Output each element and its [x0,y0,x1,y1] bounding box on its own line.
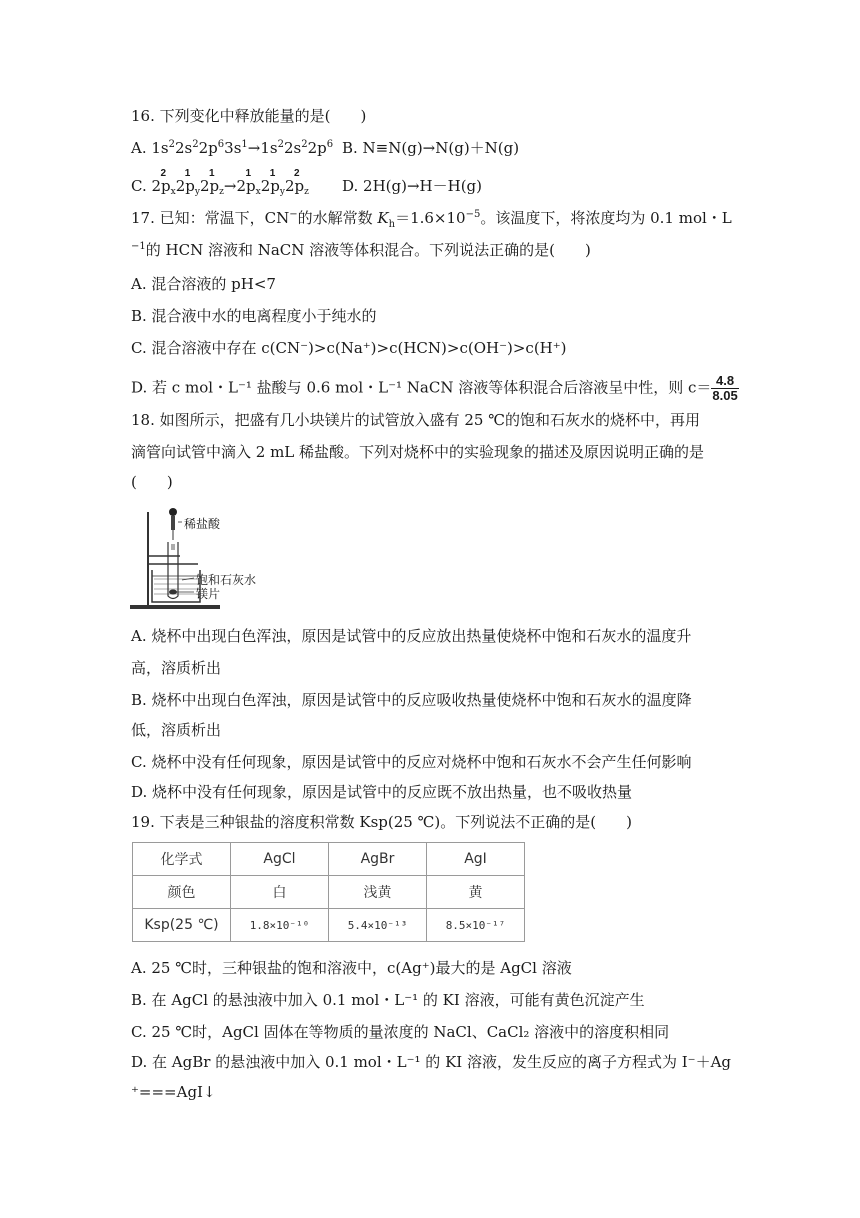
table-cell: 1.8×10⁻¹⁰ [231,909,329,942]
q17-stem-part: 的水解常数 [297,209,378,227]
q16-option-c: C. 2p 2 $_x$2p 1 $_y$2p 1 $_z$→2p 1 $_x$2p 1 $_y$2p 2 $_z$ [131,168,309,197]
table-cell: 颜色 [133,876,231,909]
q19-option-a: A. 25 ℃时，三种银盐的饱和溶液中，c(Ag⁺)最大的是 AgCl 溶液 [131,959,572,977]
q19-option-c: C. 25 ℃时，AgCl 固体在等物质的量浓度的 NaCl、CaCl₂ 溶液中的溶度积相同 [131,1023,670,1041]
q18-option-b-line1: B. 烧杯中出现白色浑浊，原因是试管中的反应吸收热量使烧杯中饱和石灰水的温度降 [131,691,692,709]
q16-option-a-label: A. [131,139,152,157]
table-cell: 白 [231,876,329,909]
table-cell: AgCl [231,843,329,876]
q17-option-d [131,374,739,403]
q17-option-d-text: D. 若 c mol・L⁻¹ 盐酸与 0.6 mol・L⁻¹ NaCN 溶液等体积混合后溶液呈中性，则 c＝ [131,378,712,397]
q17-option-c: C. 混合溶液中存在 c(CN⁻)>c(Na⁺)>c(HCN)>c(OH⁻)>c(H⁺) [131,339,567,357]
table-cell: AgI [427,843,525,876]
q19-option-d-line1: D. 在 AgBr 的悬浊液中加入 0.1 mol・L⁻¹ 的 KI 溶液，发生反应的离子方程式为 I⁻＋Ag [131,1053,732,1071]
q17-stem-line1: 17. 已知：常温下，CN−的水解常数 $K_h=1.6\times 10^{-5}$。该温度下，将浓度均为 0.1 mol・L [131,209,732,230]
q18-stem-line1: 18. 如图所示，把盛有几小块镁片的试管放入盛有 25 ℃的饱和石灰水的烧杯中，再用 [131,411,701,429]
table-row [133,843,525,876]
q18-option-b-line2: 低，溶质析出 [131,721,222,739]
fig-label-lime: 饱和石灰水 [196,573,257,587]
fraction-denominator: 8.05 [712,388,738,403]
q18-stem-line3: ( ) [131,473,173,491]
table-cell: 化学式 [133,843,231,876]
fraction [711,374,738,403]
table-cell: 8.5×10⁻¹⁷ [427,909,525,942]
table-cell: 黄 [427,876,525,909]
table-cell: 5.4×10⁻¹³ [329,909,427,942]
q17-stem-part: ＝1.6×10 [395,209,466,227]
q16-option-d: D. 2H(g)→H－H(g) [342,177,482,195]
q17-stem-line2: $^{-1}$的 HCN 溶液和 NaCN 溶液等体积混合。下列说法正确的是( ) [131,241,591,259]
q16-stem: 16. 下列变化中释放能量的是( ) [131,107,367,125]
q17-stem-part: 17. 已知：常温下，CN [131,209,290,227]
kh-subscript: h [388,219,396,230]
q16-option-a: A. $1s^22s^22p^63s^1\to 1s^22s^22p^6$ [131,139,334,157]
q19-option-d-line2: ⁺===AgI↓ [131,1083,216,1101]
q16-option-c-label: C. [131,177,152,195]
q17-stem-part: 。该温度下，将浓度均为 0.1 mol・L [480,209,732,227]
q18-option-a-line2: 高，溶质析出 [131,659,222,677]
table-cell: AgBr [329,843,427,876]
table-cell: 浅黄 [329,876,427,909]
q18-option-d: D. 烧杯中没有任何现象，原因是试管中的反应既不放出热量，也不吸收热量 [131,783,633,801]
q19-stem: 19. 下表是三种银盐的溶度积常数 Ksp(25 ℃)。下列说法不正确的是( ) [131,813,632,831]
table-row [133,909,525,942]
q18-option-c: C. 烧杯中没有任何现象，原因是试管中的反应对烧杯中饱和石灰水不会产生任何影响 [131,753,692,771]
q18-stem-line2: 滴管向试管中滴入 2 mL 稀盐酸。下列对烧杯中的实验现象的描述及原因说明正确的是 [131,443,705,461]
kh-symbol: K [377,209,389,227]
kh-exponent: −5 [465,209,481,220]
q16-option-b: B. N≡N(g)→N(g)＋N(g) [342,139,520,157]
table-cell: Ksp(25 ℃) [133,909,231,942]
q18-option-a-line1: A. 烧杯中出现白色浑浊，原因是试管中的反应放出热量使烧杯中饱和石灰水的温度升 [131,627,692,645]
q17-option-a: A. 混合溶液的 pH<7 [131,275,276,293]
fraction-numerator: 4.8 [711,374,738,389]
ksp-table [132,842,525,942]
table-row [133,876,525,909]
fig-label-acid: 稀盐酸 [184,517,221,531]
fig-label-mg: 镁片 [196,587,221,601]
q17-option-b: B. 混合液中水的电离程度小于纯水的 [131,307,377,325]
q17-stem-part: 的 HCN 溶液和 NaCN 溶液等体积混合。下列说法正确的是( ) [145,241,591,259]
q19-option-b: B. 在 AgCl 的悬浊液中加入 0.1 mol・L⁻¹ 的 KI 溶液，可能有黄色沉淀产生 [131,991,645,1009]
